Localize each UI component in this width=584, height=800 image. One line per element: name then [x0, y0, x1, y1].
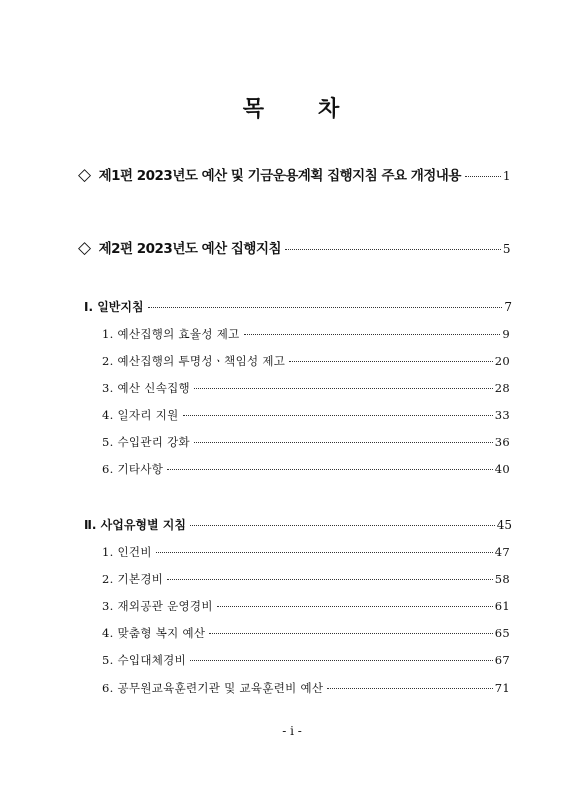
toc-item[interactable] — [102, 461, 510, 477]
toc-item-label: 1. 예산집행의 효율성 제고 — [102, 327, 240, 341]
leader-dots — [167, 469, 493, 470]
toc-page-number: 61 — [494, 599, 510, 613]
toc-item-label: 6. 기타사항 — [102, 462, 164, 476]
diamond-icon: ◇ — [78, 238, 91, 258]
toc-item[interactable] — [102, 353, 510, 369]
toc-item[interactable] — [102, 652, 510, 668]
toc-page-number: 5 — [502, 242, 510, 256]
leader-dots — [190, 660, 493, 661]
toc-chapter-1[interactable] — [84, 298, 512, 315]
toc-page-number: 45 — [496, 518, 512, 532]
toc-item-label: 5. 수입대체경비 — [102, 653, 186, 667]
toc-chapter-2[interactable] — [84, 516, 512, 533]
title-char-1: 목 — [242, 97, 266, 122]
toc-item-label: 5. 수입관리 강화 — [102, 435, 190, 449]
leader-dots — [289, 361, 493, 362]
leader-dots — [148, 307, 503, 308]
toc-item[interactable] — [102, 598, 510, 614]
toc-page-number: 40 — [494, 462, 510, 476]
leader-dots — [244, 334, 501, 335]
toc-part-1[interactable] — [78, 164, 510, 185]
toc-part-label: 제2편 2023년도 예산 집행지침 — [98, 241, 282, 257]
toc-page-number: 7 — [504, 300, 512, 314]
toc-item-label: 6. 공무원교육훈련기관 및 교육훈련비 예산 — [102, 681, 324, 695]
leader-dots — [465, 176, 501, 177]
leader-dots — [194, 388, 493, 389]
toc-item[interactable] — [102, 326, 510, 342]
toc-page-number: 67 — [494, 653, 510, 667]
toc-page-number: 71 — [494, 681, 510, 695]
page-title — [0, 92, 584, 123]
toc-item-label: 4. 일자리 지원 — [102, 408, 179, 422]
toc-item-label: 3. 재외공관 운영경비 — [102, 599, 213, 613]
toc-page-number: 36 — [494, 435, 510, 449]
page-footer-number: - i - — [282, 724, 302, 738]
toc-page-number: 33 — [494, 408, 510, 422]
title-char-2: 차 — [318, 97, 342, 122]
leader-dots — [209, 633, 492, 634]
toc-item-label: 2. 기본경비 — [102, 572, 164, 586]
toc-item[interactable] — [102, 434, 510, 450]
toc-item[interactable] — [102, 544, 510, 560]
toc-part-label: 제1편 2023년도 예산 및 기금운용계획 집행지침 주요 개정내용 — [98, 168, 461, 184]
leader-dots — [285, 249, 501, 250]
leader-dots — [190, 525, 495, 526]
toc-page-number: 65 — [494, 626, 510, 640]
leader-dots — [217, 606, 493, 607]
toc-chapter-label: Ⅰ. 일반지침 — [84, 300, 144, 314]
toc-page-number: 47 — [494, 545, 510, 559]
toc-item[interactable] — [102, 571, 510, 587]
toc-item-label: 1. 인건비 — [102, 545, 152, 559]
toc-page-number: 1 — [502, 169, 510, 183]
toc-item-label: 4. 맞춤형 복지 예산 — [102, 626, 206, 640]
leader-dots — [183, 415, 493, 416]
leader-dots — [327, 688, 492, 689]
toc-page-number: 9 — [502, 327, 510, 341]
leader-dots — [167, 579, 493, 580]
leader-dots — [194, 442, 493, 443]
toc-page-number: 28 — [494, 381, 510, 395]
toc-item[interactable] — [102, 380, 510, 396]
diamond-icon: ◇ — [78, 165, 91, 185]
toc-part-2[interactable] — [78, 237, 510, 258]
leader-dots — [156, 552, 493, 553]
toc-item[interactable] — [102, 407, 510, 423]
toc-item-label: 3. 예산 신속집행 — [102, 381, 190, 395]
toc-page-number: 20 — [494, 354, 510, 368]
toc-item[interactable] — [102, 625, 510, 641]
toc-item-label: 2. 예산집행의 투명성ㆍ책임성 제고 — [102, 354, 286, 368]
toc-item[interactable] — [102, 680, 510, 696]
toc-page-number: 58 — [494, 572, 510, 586]
toc-chapter-label: Ⅱ. 사업유형별 지침 — [84, 518, 186, 532]
